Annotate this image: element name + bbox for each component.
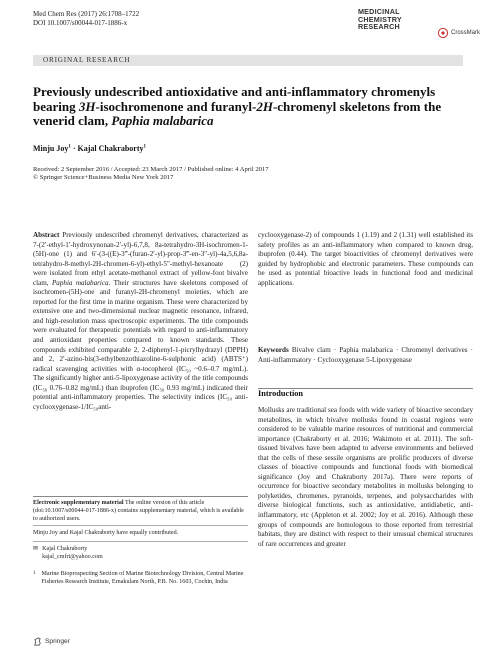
author-list: Minju Joy$^1$ · Kajal Chakraborty$^1$ (33, 144, 147, 153)
abstract-heading: Abstract (33, 231, 60, 239)
publisher-name: Springer (45, 638, 70, 645)
abstract-left-column: Abstract Previously undescribed chromenyl derivatives, characterized as 7-(2′-ethyl-1′-hydroxynonan-2′-yl)-6,7,8, 8a-tetrahydro-3H-isochromen-1-(5H)-one (1) and 6′-(3-((E)-3‴-(furan-2′-yl)-prop-3‴-en-3″-yl)-4a,5,6,8a-tetrahydro-8-methyl-2H-chromen-6-yl)-ethyl-5″-methyl-hexanoate (2) were isolated from ethyl acetate-methanol extract of yellow-foot bivalve clam, Paphia malabarica. Their structures have skeletons composed of isochromen-(5H)-one and furanyl-2H-chromenyl moieties, which are reported for the first time in marine organism. These were characterized by extensive one and two-dimensional nuclear magnetic resonance, infrared, and high-resolution mass spectroscopic experiments. The title compounds were evaluated for therapeutic potentials with regard to anti-inflammatory and antioxidant properties compared to known standards. These compounds exhibited comparable 2, 2-diphenyl-1-picrylhydrazyl (DPPH) and 2, 2′-azino-bis(3-ethylbenzothiazoline-6-sulphonic acid) (ABTS⁺) radical scavenging activities with α-tocopherol (IC₅₀ ~0.6–0.7 mg/mL). The significantly higher anti-5-lipoxygenase activity of the title compounds (IC₅₀ 0.76–0.82 mg/mL) than ibuprofen (IC₅₀ 0.93 mg/mL) indicated their potential anti-inflammatory properties. The selectivity indices (IC₅₀ anti-cyclooxygenase-1/IC₅₀anti- (33, 231, 248, 411)
equal-contribution-note: Minju Joy and Kajal Chakraborty have equally contributed. (33, 530, 179, 536)
journal-citation (33, 10, 139, 28)
author-chakraborty[interactable]: Kajal Chakraborty (77, 144, 144, 153)
doi-line: DOI 10.1007/s00044-017-1886-x (33, 19, 128, 27)
abstract-right-column: cyclooxygenase-2) of compounds 1 (1.19) and 2 (1.31) well established its safety profiles as an anti-inflammatory when compared to known drug, ibuprofen (0.44). The target bioactivities of chromenyl derivatives were guided by hydrophobic and electronic parameters. These compounds can be used as potential bioactive leads in functional food and medicinal applications. (258, 231, 473, 287)
footnote-divider-2 (33, 525, 248, 526)
crossmark-label: CrossMark (451, 30, 481, 36)
logo-wordmark: MEDICINAL CHEMISTRY RESEARCH (358, 7, 402, 32)
footnote-divider-3 (33, 541, 248, 542)
article-title: Previously undescribed antioxidative and anti-inflammatory chromenyls bearing 3H-isochromenone and furanyl-2H-chromenyl skeletons from the venerid clam, Paphia malabarica (33, 84, 442, 128)
journal-line: Med Chem Res (2017) 26:1708–1722 (33, 10, 140, 18)
springer-horse-icon (33, 637, 42, 646)
contact-email[interactable]: kajal_cmfri@yahoo.com (42, 554, 103, 561)
keywords: Keywords Bivalve clam · Paphia malabarica · Chromenyl derivatives · Anti-inflammatory · Cyclooxygenase 5-Lipoxygenase (258, 346, 473, 364)
corresponding-author: ✉ Kajal Chakraborty kajal_cmfri@yahoo.com (33, 546, 103, 561)
intro-body: Mollusks are traditional sea foods with wide variety of bioactive secondary metabolites, in which bivalve mollusks found in coastal regions were considered to be valuable marine resources of nutritional and commercial importance (Chakraborty et al. 2016; Wakimoto et al. 2011). The soft-tissued bivalves have been adapted to adverse environments and believed that the cells of these sessile organisms are prolific producers of diverse classes of bioactive compounds and functional foods with biomedical significance (Joy and Chakraborty 2017a). There were reports of occurrence for bioactive secondary metabolites in mollusks belonging to polyketides, chromenes, pyranoids, terpenes, and polysaccharides with diverse biological functions, such as antioxidative, antidiabetic, anti-inflammatory, etc (Appleton et al. 2002; Joy et al. 2016). Although these groups of compounds are homologous to those reported from terrestrial habitats, they are distinct with respect to their unusual chemical structures of rare occurrences and greater (258, 406, 473, 548)
crossmark-badge[interactable] (438, 28, 480, 38)
footnote-divider (33, 496, 248, 497)
crossmark-icon (438, 28, 448, 38)
affiliation: 1 Marine Bioprospecting Section of Marine Biotechnology Division, Central Marine Fisheries Research Institute, Ernakulam North, P.B. No. 1603, Cochin, India (33, 571, 244, 586)
publisher-footer (33, 637, 70, 646)
section-label: ORIGINAL RESEARCH (43, 56, 131, 64)
envelope-icon: ✉ (33, 546, 39, 552)
esm-note: Electronic supplementary material The online version of this article (doi:10.1007/s00044-017-1886-x) contains supplementary material, which is available to authorized users. (33, 500, 244, 523)
author-joy[interactable]: Minju Joy (33, 144, 69, 153)
intro-heading: Introduction (258, 389, 304, 398)
publication-dates: Received: 2 September 2016 / Accepted: 23 March 2017 / Published online: 4 April 2017 © Springer Science+Business Media New York 2017 (33, 166, 269, 182)
